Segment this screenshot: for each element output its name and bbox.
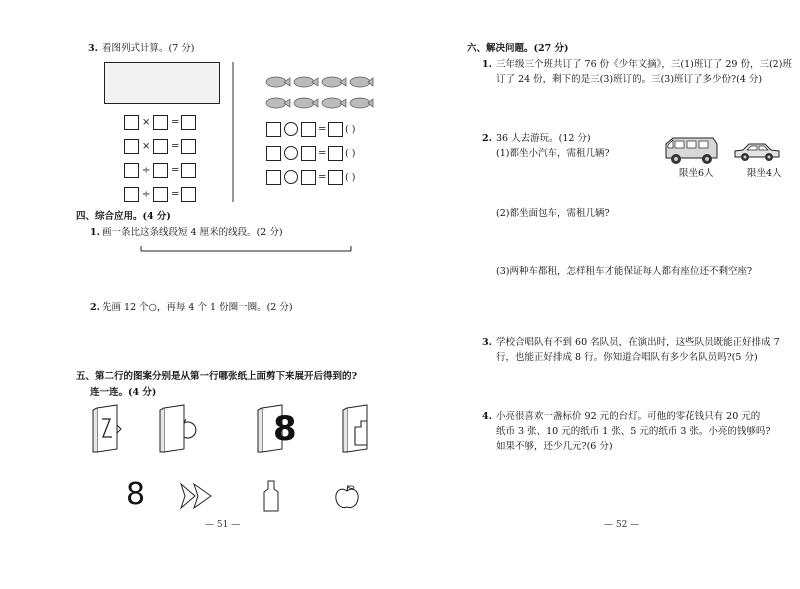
q4-1-text: 画一条比这条线段短 4 厘米的线段。(2 分) bbox=[102, 227, 283, 238]
rq4-line2: 纸币 3 张、10 元的纸币 1 张、5 元的纸币 3 张。小亮的钱够吗? bbox=[496, 426, 771, 437]
folded-card-digit: 8 bbox=[273, 409, 297, 449]
q4-2-number: 2. bbox=[90, 302, 100, 313]
times-sign: × bbox=[142, 141, 151, 152]
divider-line bbox=[232, 62, 234, 202]
folded-paper-2 bbox=[160, 405, 190, 453]
car-capacity-label: 限坐4人 bbox=[747, 168, 782, 179]
answer-box[interactable] bbox=[301, 122, 316, 137]
equals-sign: = bbox=[171, 189, 180, 200]
answer-box[interactable] bbox=[124, 139, 139, 154]
bottle-shape bbox=[263, 480, 279, 512]
equals-sign: = bbox=[171, 117, 180, 128]
rq3-number: 3. bbox=[482, 337, 492, 348]
answer-box[interactable] bbox=[153, 163, 168, 178]
rq4-line1: 小亮很喜欢一盏标价 92 元的台灯。可他的零花钱只有 20 元的 bbox=[496, 411, 761, 422]
answer-box[interactable] bbox=[328, 146, 343, 161]
rq4-number: 4. bbox=[482, 411, 492, 422]
rq2-sub3: (3)两种车都租，怎样租车才能保证每人都有座位还不剩空座? bbox=[496, 266, 753, 277]
rq3-line1: 学校合唱队有不到 60 名队员，在演出时，这些队员既能正好排成 7 bbox=[496, 337, 780, 348]
fish-group-image bbox=[262, 74, 374, 114]
q4-2-text: 先画 12 个○，再每 4 个 1 份圈一圈。(2 分) bbox=[102, 302, 293, 313]
arrow-shape bbox=[180, 483, 212, 509]
answer-box[interactable] bbox=[266, 170, 281, 185]
equals-sign: = bbox=[171, 165, 180, 176]
answer-box[interactable] bbox=[153, 115, 168, 130]
equals-sign: = bbox=[318, 124, 327, 135]
answer-box[interactable] bbox=[181, 163, 196, 178]
equals-sign: = bbox=[318, 172, 327, 183]
rq1-line1: 三年级三个班共订了 76 份《少年文摘》，三(1)班订了 29 份，三(2)班 bbox=[496, 59, 792, 70]
answer-circle[interactable] bbox=[284, 170, 298, 184]
answer-box[interactable] bbox=[124, 115, 139, 130]
divide-sign: ÷ bbox=[142, 165, 151, 176]
divide-sign: ÷ bbox=[142, 189, 151, 200]
answer-box[interactable] bbox=[181, 187, 196, 202]
q3-number: 3. bbox=[88, 43, 98, 54]
van-capacity-label: 限坐6人 bbox=[679, 168, 714, 179]
rq2-number: 2. bbox=[482, 133, 492, 144]
answer-box[interactable] bbox=[153, 139, 168, 154]
answer-circle[interactable] bbox=[284, 146, 298, 160]
answer-circle[interactable] bbox=[284, 122, 298, 136]
unit-paren: ( ) bbox=[345, 172, 356, 183]
folded-paper-1 bbox=[93, 405, 123, 453]
answer-box[interactable] bbox=[301, 146, 316, 161]
equals-sign: = bbox=[318, 148, 327, 159]
answer-box[interactable] bbox=[328, 122, 343, 137]
rq2-sub2: (2)都坐面包车，需租几辆? bbox=[496, 208, 610, 219]
answer-box[interactable] bbox=[301, 170, 316, 185]
times-sign: × bbox=[142, 117, 151, 128]
page-number-left: — 51 — bbox=[205, 520, 241, 530]
equals-sign: = bbox=[171, 141, 180, 152]
unit-paren: ( ) bbox=[345, 148, 356, 159]
answer-box[interactable] bbox=[181, 115, 196, 130]
page-number-right: — 52 — bbox=[604, 520, 640, 530]
answer-digit: 8 bbox=[126, 477, 146, 512]
answer-box[interactable] bbox=[181, 139, 196, 154]
answer-box[interactable] bbox=[266, 146, 281, 161]
rq1-number: 1. bbox=[482, 59, 492, 70]
section6-title: 六、解决问题。(27 分) bbox=[467, 43, 569, 54]
car-image bbox=[733, 141, 781, 163]
section5-subtitle: 连一连。(4 分) bbox=[90, 387, 157, 398]
answer-box[interactable] bbox=[266, 122, 281, 137]
answer-box[interactable] bbox=[124, 163, 139, 178]
section5-title: 五、第二行的图案分别是从第一行哪张纸上面剪下来展开后得到的? bbox=[76, 371, 358, 382]
moon-pattern-image bbox=[104, 62, 220, 104]
section4-title: 四、综合应用。(4 分) bbox=[76, 211, 171, 222]
q4-1-number: 1. bbox=[90, 227, 100, 238]
apple-shape bbox=[334, 484, 360, 510]
answer-box[interactable] bbox=[153, 187, 168, 202]
rq4-line3: 如果不够，还少几元?(6 分) bbox=[496, 441, 613, 452]
unit-paren: ( ) bbox=[345, 124, 356, 135]
answer-box[interactable] bbox=[328, 170, 343, 185]
rq2-title: 36 人去游玩。(12 分) bbox=[496, 133, 591, 144]
line-segment bbox=[140, 245, 352, 253]
rq1-line2: 订了 24 份，剩下的是三(3)班订的。三(3)班订了多少份?(4 分) bbox=[496, 74, 763, 85]
folded-paper-4 bbox=[343, 405, 373, 453]
q3-title: 看图列式计算。(7 分) bbox=[102, 43, 195, 54]
van-image bbox=[663, 136, 719, 166]
rq3-line2: 行，也能正好排成 8 行。你知道合唱队有多少名队员吗?(5 分) bbox=[496, 352, 758, 363]
rq2-sub1: (1)都坐小汽车，需租几辆? bbox=[496, 148, 610, 159]
answer-box[interactable] bbox=[124, 187, 139, 202]
